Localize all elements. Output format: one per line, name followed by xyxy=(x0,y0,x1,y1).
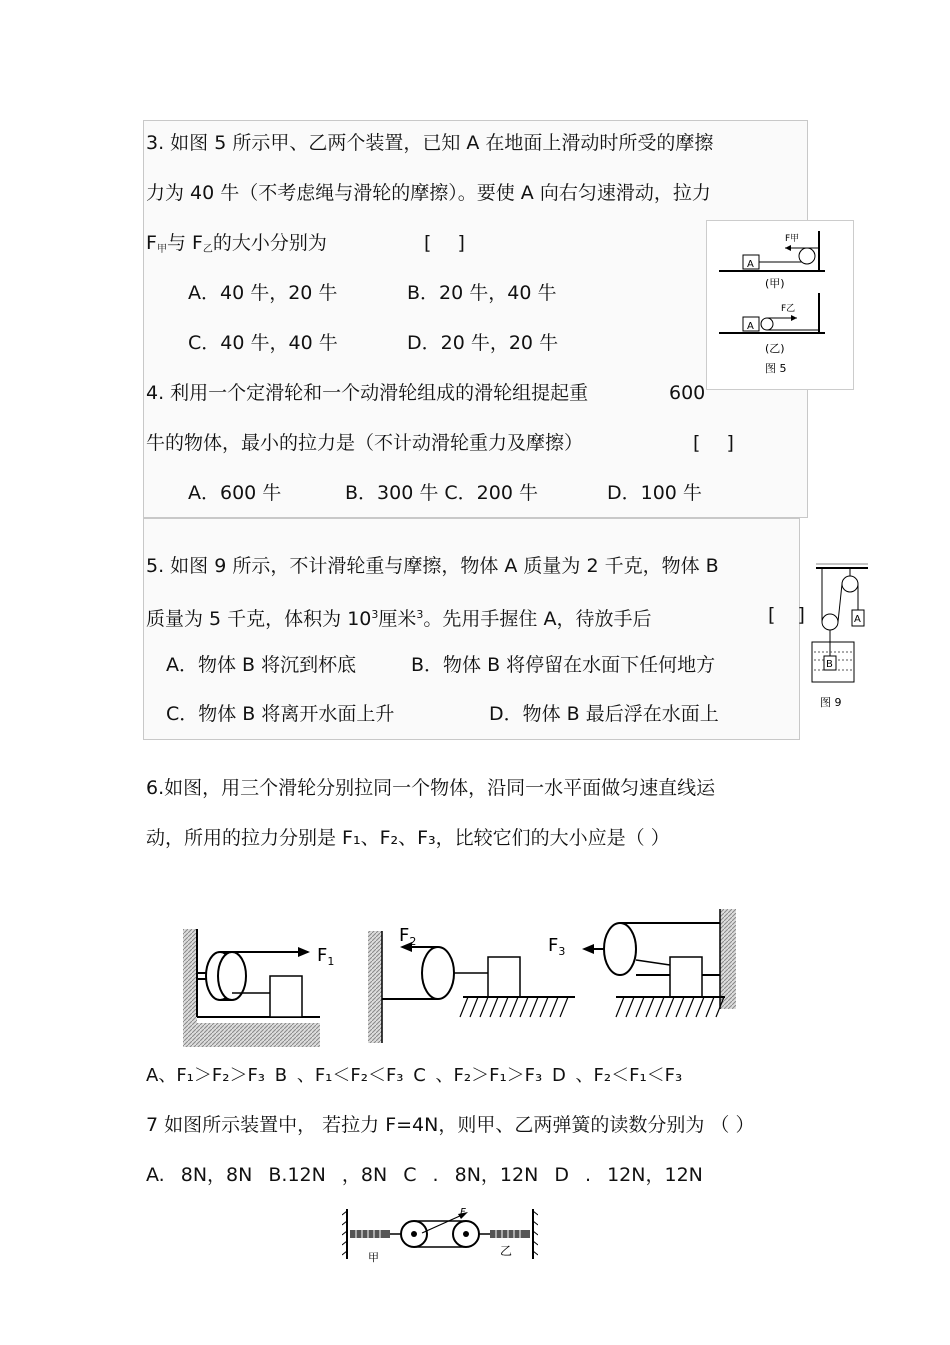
q3-option-a[interactable]: A．40 牛，20 牛 xyxy=(188,282,338,304)
q7-options[interactable]: A. 8N，8N B.12N ，8N C . 8N，12N D . 12N，12N xyxy=(146,1164,703,1186)
q4-bracket: [ ] xyxy=(693,432,734,454)
q6-f3: $F_3$ xyxy=(548,935,566,958)
q3-bracket: [ ] xyxy=(424,232,465,254)
q3-f2: 与 F xyxy=(166,232,203,254)
q5-exp: 3 xyxy=(371,608,379,621)
q5-option-c[interactable]: C．物体 B 将离开水面上升 xyxy=(166,703,395,725)
q5-exp2: 3 xyxy=(416,608,424,621)
q3-option-c[interactable]: C．40 牛，40 牛 xyxy=(188,332,338,354)
fig5-block-a1: A xyxy=(747,259,754,270)
figure-9 xyxy=(806,560,874,718)
fig5-cap-jia: (甲) xyxy=(765,277,785,290)
q6-options[interactable]: A、F₁＞F₂＞F₃ B 、F₁＜F₂＜F₃ C 、F₂＞F₁＞F₃ D 、F₂＜F₁＜F₃ xyxy=(146,1065,683,1086)
q6-f2: $F_2$ xyxy=(399,925,417,948)
fig5-f-jia: F甲 xyxy=(785,234,800,244)
fig5-f-yi: F乙 xyxy=(781,304,796,314)
q5-l2b: 厘米 xyxy=(378,608,417,630)
q3-tail: 的大小分别为 xyxy=(212,232,327,254)
q4-option-d[interactable]: D．100 牛 xyxy=(607,482,702,504)
q3-sub-yi: 乙 xyxy=(202,244,213,255)
q4-line1: 4. 利用一个定滑轮和一个动滑轮组成的滑轮组提起重 xyxy=(146,382,589,404)
q6-line1: 6.如图，用三个滑轮分别拉同一个物体，沿同一水平面做匀速直线运 xyxy=(146,777,716,799)
q5-bracket: [ ] xyxy=(768,604,805,626)
fig9-b: B xyxy=(826,659,833,670)
q5-option-b[interactable]: B．物体 B 将停留在水面下任何地方 xyxy=(411,654,716,676)
q4-line2: 牛的物体，最小的拉力是（不计动滑轮重力及摩擦） xyxy=(146,432,584,454)
figure-5 xyxy=(706,220,854,390)
q6-line2: 动，所用的拉力分别是 F₁、F₂、F₃，比较它们的大小应是（ ） xyxy=(146,827,670,849)
q3-f: F xyxy=(146,232,157,254)
q3-sub-jia: 甲 xyxy=(156,244,167,255)
fig5-cap-yi: (乙) xyxy=(765,342,785,355)
figure-q7 xyxy=(342,1205,538,1265)
q4-line1-num: 600 xyxy=(669,382,706,404)
fig9-a: A xyxy=(854,614,861,625)
q6-f1: $F_1$ xyxy=(317,945,335,968)
q4-option-bc[interactable]: B．300 牛 C．200 牛 xyxy=(345,482,538,504)
fig5-caption: 图 5 xyxy=(765,362,787,375)
q7-line1: 7 如图所示装置中， 若拉力 F=4N，则甲、乙两弹簧的读数分别为 （ ） xyxy=(146,1114,755,1136)
q5-option-a[interactable]: A．物体 B 将沉到杯底 xyxy=(166,654,357,676)
figure-q6 xyxy=(180,905,740,1050)
q3-option-b[interactable]: B．20 牛，40 牛 xyxy=(407,282,557,304)
q5-l2a: 质量为 5 千克，体积为 10 xyxy=(146,608,372,630)
q7-fig-f: F xyxy=(460,1207,466,1218)
q5-line2 xyxy=(146,602,651,632)
q3-line3 xyxy=(146,230,327,263)
fig9-caption: 图 9 xyxy=(820,696,842,709)
q7-fig-jia: 甲 xyxy=(368,1251,379,1264)
q7-fig-yi: 乙 xyxy=(500,1244,513,1258)
q4-option-a[interactable]: A．600 牛 xyxy=(188,482,282,504)
fig5-block-a2: A xyxy=(747,321,754,332)
q3-line2: 力为 40 牛（不考虑绳与滑轮的摩擦）。要使 A 向右匀速滑动，拉力 xyxy=(146,182,711,204)
q3-line1: 3. 如图 5 所示甲、乙两个装置，已知 A 在地面上滑动时所受的摩擦 xyxy=(146,132,714,154)
q5-line1: 5. 如图 9 所示，不计滑轮重与摩擦，物体 A 质量为 2 千克，物体 B xyxy=(146,555,719,577)
q5-option-d[interactable]: D．物体 B 最后浮在水面上 xyxy=(489,703,719,725)
q3-option-d[interactable]: D．20 牛，20 牛 xyxy=(407,332,559,354)
q5-l2c: 。先用手握住 A，待放手后 xyxy=(423,608,652,630)
